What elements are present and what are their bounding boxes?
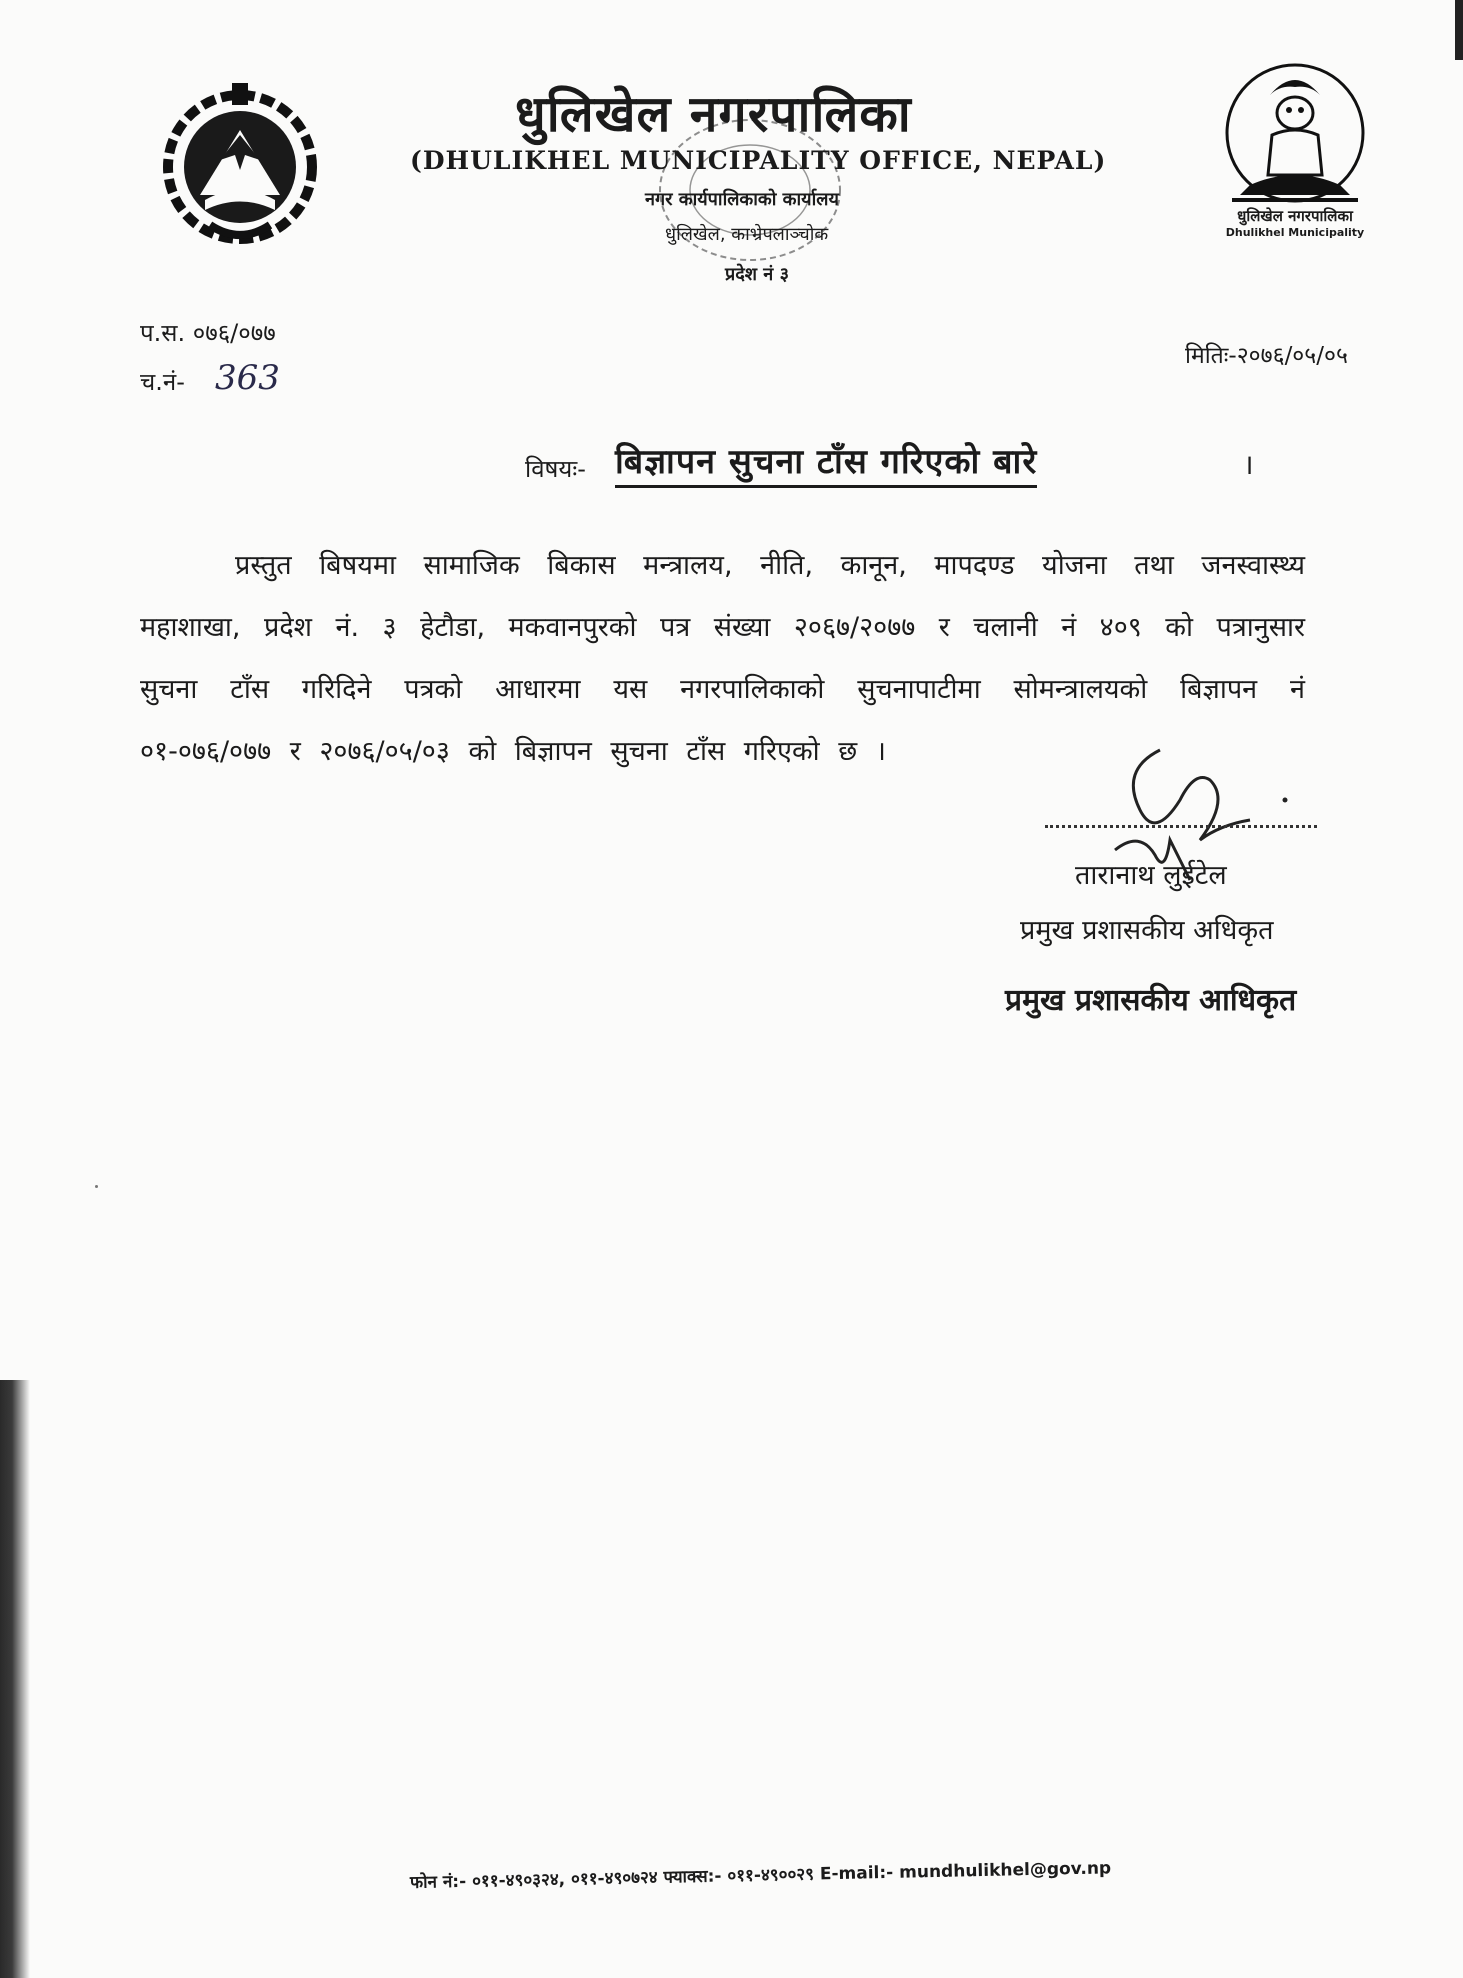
office-title-english: (DHULIKHEL MUNICIPALITY OFFICE, NEPAL) (410, 146, 1107, 175)
scan-speck (95, 1185, 98, 1188)
logo-caption-english: Dhulikhel Municipality (1225, 226, 1365, 239)
contact-footer: फोन नं:- ०११-४९०३२४, ०११-४९०७२४ फ्याक्स:- ०११-४९००२९ E-mail:- mundhulikhel@gov.np (409, 1858, 1112, 1893)
signatory-title: प्रमुख प्रशासकीय अधिकृत (1020, 915, 1274, 946)
scan-edge (1455, 0, 1463, 60)
fiscal-year: प.स. ०७६/०७७ (140, 319, 276, 347)
scan-edge (0, 1380, 30, 1978)
office-title-nepali: धुलिखेल नगरपालिका (515, 85, 912, 143)
logo-caption-nepali: धुलिखेल नगरपालिका (1237, 207, 1353, 225)
dispatch-number: 363 (215, 358, 280, 398)
subject-label: विषयः- (525, 455, 586, 483)
nepal-emblem-icon (150, 75, 330, 260)
province-line: प्रदेश नं ३ (725, 264, 789, 285)
signature-line (1045, 825, 1317, 828)
signatory-name: तारानाथ लुईटेल (1075, 860, 1227, 891)
location-line: धुलिखेल, काभ्रेपलाञ्चोक (665, 224, 829, 245)
dispatch-label: च.नं- (140, 368, 185, 396)
subject-text: बिज्ञापन सुचना टाँस गरिएको बारे (615, 437, 1037, 488)
letter-date: मितिः-२०७६/०५/०५ (1185, 343, 1348, 369)
body-paragraph: प्रस्तुत बिषयमा सामाजिक बिकास मन्त्रालय, नीति, कानून, मापदण्ड योजना तथा जनस्वास्थ्य महाशाखा, प्रदेश नं. ३ हेटौडा, मकवानपुरको पत्र संख्या २०६७/२०७७ र चलानी नं ४०९ को पत्रानुसार सुचना टाँस गरिदिने पत्रको आधारमा यस नगरपालिकाको सुचनापाटीमा सोमन्त्रालयको बिज्ञापन नं ०१-०७६/०७७ र २०७६/०५/०३ को बिज्ञापन सुचना टाँस गरिएको छ । (140, 550, 1305, 767)
stamp-title: प्रमुख प्रशासकीय आधिकृत (1005, 983, 1297, 1018)
subject-end-mark: । (1243, 448, 1254, 481)
office-line: नगर कार्यपालिकाको कार्यालय (645, 189, 839, 210)
